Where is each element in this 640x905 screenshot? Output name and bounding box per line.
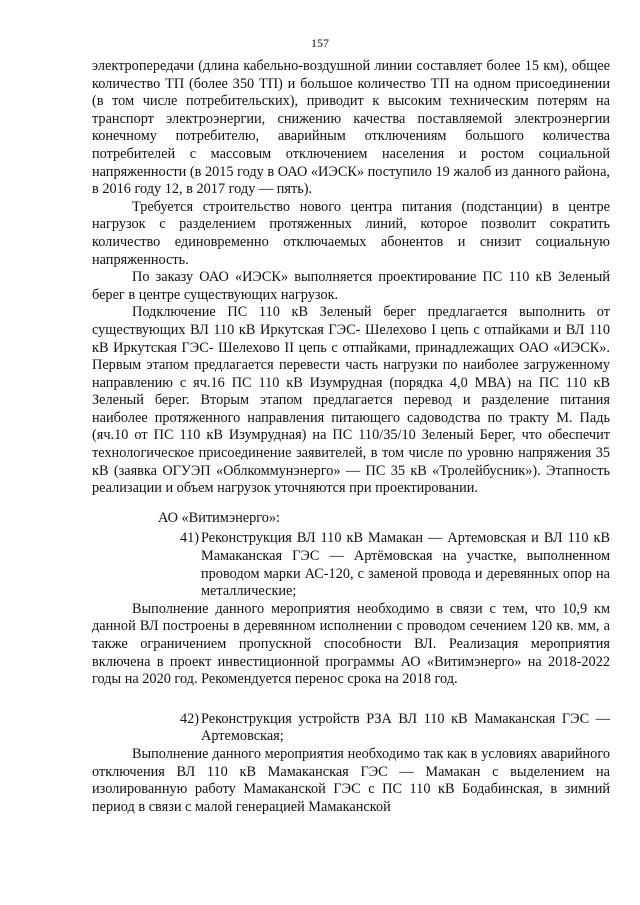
list-item-number: 42) <box>179 710 199 727</box>
section-item-42 <box>92 711 610 817</box>
paragraph-design-order: По заказу ОАО «ИЭСК» выполняется проектирование ПС 110 кВ Зеленый берег в центре существующих нагрузок. <box>92 269 610 303</box>
paragraph-justification-42: Выполнение данного мероприятия необходимо так как в условиях аварийного отключения ВЛ 110 кВ Мамаканская ГЭС — Мамакан с выделением на изолированную работу Мамаканской ГЭС с ПС 110 кВ Бодабинская, в зимний период в связи с малой генерацией Мамаканской <box>92 745 610 815</box>
list-item-42 <box>172 711 610 746</box>
organization-heading: АО «Витимэнерго»: <box>158 509 281 526</box>
list-item-41 <box>172 530 610 600</box>
paragraph-continuation: электропередачи (длина кабельно-воздушной линии составляет более 15 км), общее количество ТП (более 350 ТП) и большое количество ТП на одном присоединении (в том числе потребительских), приводит к высоким техническим потерям на транспорт электроэнергии, снижению качества поставляемой электроэнергии конечному потребителю, аварийным отключениям большого количества потребителей с массовым отключением населения и ростом социальной напряженности (в 2015 году в ОАО «ИЭСК» поступило 19 жалоб из данного района, в 2016 году 12, в 2017 году — пять). <box>92 58 610 198</box>
paragraph-connection: Подключение ПС 110 кВ Зеленый берег предлагается выполнить от существующих ВЛ 110 кВ Иркутская ГЭС- Шелехово I цепь с отпайками и ВЛ 110 кВ Иркутская ГЭС- Шелехово II цепь с отпайками, принадлежащих ОАО «ИЭСК». Первым этапом предлагается перевести часть нагрузки по наиболее загруженному направлению с яч.16 ПС 110 кВ Изумрудная (порядка 4,0 МВА) на ПС 110 кВ Зеленый берег. Вторым этапом предлагается перевод и разделение питания наиболее протяженного направления питающего садоводства по тракту М. Падь (яч.10 от ПС 110 кВ Изумрудная) на ПС 110/35/10 Зеленый Берег, что обеспечит технологическое присоединение заявителей, в том числе по уровню напряжения 35 кВ (заявка ОГУЭП «Облкоммунэнерго» — ПС 35 кВ «Тролейбусник»). Этапность реализации и объем нагрузок уточняются при проектировании. <box>92 304 610 497</box>
page-body <box>92 58 610 816</box>
list-item-text: Реконструкция устройств РЗА ВЛ 110 кВ Мамаканская ГЭС — Артемовская; <box>201 710 610 745</box>
page-number: 157 <box>311 36 329 50</box>
section-vitimenergo <box>92 510 610 689</box>
list-item-text: Реконструкция ВЛ 110 кВ Мамакан — Артемовская и ВЛ 110 кВ Мамаканская ГЭС — Артёмовская на участке, выполненном проводом марки АС-120, с заменой провода и деревянных опор на металлические; <box>201 530 610 600</box>
paragraph-requirement: Требуется строительство нового центра питания (подстанции) в центре нагрузок с разделением протяженных линий, которое позволит сократить количество единовременно отключаемых абонентов и снизит социальную напряженность. <box>92 198 610 268</box>
list-item-number: 41) <box>179 530 199 547</box>
paragraph-justification-41: Выполнение данного мероприятия необходимо в связи с тем, что 10,9 км данной ВЛ построены в деревянном исполнении с проводом сечением 120 кв. мм, а также ограничением пропускной способности ВЛ. Реализация мероприятия включена в проект инвестиционной программы АО «Витимэнерго» на 2018-2022 годы на 2020 год. Рекомендуется перенос срока на 2018 год. <box>92 600 610 688</box>
